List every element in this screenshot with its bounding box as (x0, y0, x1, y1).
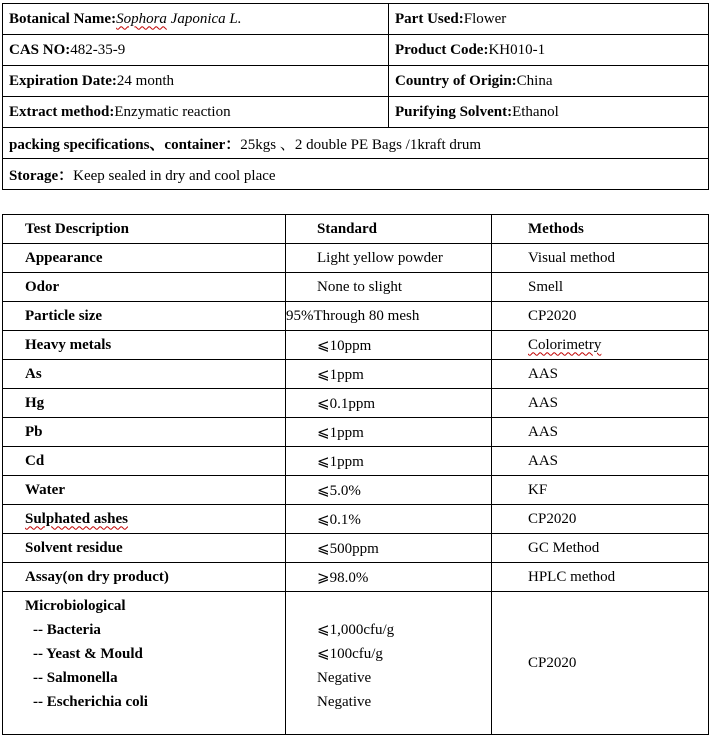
standard-value: ⩽5.0% (286, 476, 492, 505)
info-row (3, 4, 709, 35)
header-standard: Standard (286, 215, 492, 244)
test-name: Water (3, 476, 286, 505)
table-row (3, 418, 709, 447)
origin-label: Country of Origin: (395, 72, 517, 89)
standard-value: ⩽0.1ppm (286, 389, 492, 418)
info-row (3, 35, 709, 66)
info-row (3, 159, 709, 190)
method-value: KF (492, 476, 709, 505)
info-row (3, 128, 709, 159)
table-row (3, 273, 709, 302)
spec-table (2, 214, 709, 735)
microbiological-tests (3, 592, 286, 735)
standard-value: ⩽10ppm (286, 331, 492, 360)
test-name: Hg (3, 389, 286, 418)
standard-value: ⩽500ppm (286, 534, 492, 563)
test-name: Solvent residue (3, 534, 286, 563)
table-row (3, 476, 709, 505)
info-row (3, 66, 709, 97)
cas-label: CAS NO: (9, 41, 71, 58)
table-row (3, 331, 709, 360)
table-row (3, 360, 709, 389)
microbiological-title: Microbiological (25, 598, 126, 614)
microbiological-method: CP2020 (492, 592, 709, 735)
expiration-value: 24 month (116, 72, 175, 89)
standard-value: None to slight (286, 273, 492, 302)
micro-item-name: -- Yeast & Mould (33, 646, 143, 662)
spec-header-row (3, 215, 709, 244)
part-used-cell (389, 4, 709, 35)
info-row (3, 97, 709, 128)
expiration-label: Expiration Date: (9, 72, 117, 89)
method-value: CP2020 (492, 302, 709, 331)
table-row (3, 389, 709, 418)
storage-label: Storage： (9, 167, 74, 184)
method-value: CP2020 (492, 505, 709, 534)
header-test-description: Test Description (3, 215, 286, 244)
table-row (3, 244, 709, 273)
microbiological-standards (286, 592, 492, 735)
product-info-table (2, 3, 709, 190)
standard-value: ⩽0.1% (286, 505, 492, 534)
micro-item-standard: ⩽1,000cfu/g (317, 622, 395, 638)
expiration-cell (3, 66, 389, 97)
standard-value: Light yellow powder (286, 244, 492, 273)
botanical-name-genus: Sophora (116, 10, 167, 27)
standard-value: ⩽1ppm (286, 418, 492, 447)
product-code-value: KH010-1 (488, 41, 546, 58)
extract-method-cell (3, 97, 389, 128)
part-used-value: Flower (463, 10, 507, 27)
botanical-name-label: Botanical Name: (9, 10, 117, 27)
botanical-name-species: Japonica L. (166, 10, 242, 27)
method-value: AAS (492, 447, 709, 476)
cas-cell (3, 35, 389, 66)
solvent-value: Ethanol (512, 103, 559, 120)
packing-value: 25kgs 、2 double PE Bags /1kraft drum (240, 136, 482, 153)
micro-item-name: -- Escherichia coli (33, 694, 148, 710)
standard-value: ⩽1ppm (286, 447, 492, 476)
micro-item-standard: Negative (317, 694, 372, 710)
test-name: Assay(on dry product) (3, 563, 286, 592)
microbiological-row (3, 592, 709, 735)
origin-cell (389, 66, 709, 97)
storage-value: Keep sealed in dry and cool place (73, 167, 276, 184)
header-methods: Methods (492, 215, 709, 244)
micro-item-standard: ⩽100cfu/g (317, 646, 383, 662)
test-name: Particle size (3, 302, 286, 331)
cas-value: 482-35-9 (70, 41, 126, 58)
extract-method-value: Enzymatic reaction (114, 103, 231, 120)
product-code-label: Product Code: (395, 41, 489, 58)
standard-value: ⩽1ppm (286, 360, 492, 389)
part-used-label: Part Used: (395, 10, 464, 27)
micro-item-name: -- Salmonella (33, 670, 118, 686)
micro-item-standard: Negative (317, 670, 372, 686)
solvent-cell (389, 97, 709, 128)
method-value: AAS (492, 418, 709, 447)
method-value: HPLC method (492, 563, 709, 592)
extract-method-label: Extract method: (9, 103, 115, 120)
table-row (3, 563, 709, 592)
table-row (3, 505, 709, 534)
standard-value: 95%Through 80 mesh (286, 302, 492, 331)
test-name: Pb (3, 418, 286, 447)
table-row (3, 534, 709, 563)
method-value: GC Method (492, 534, 709, 563)
method-value: Colorimetry (528, 336, 602, 353)
test-name: Heavy metals (3, 331, 286, 360)
standard-value: ⩾98.0% (286, 563, 492, 592)
packing-label: packing specifications、container： (9, 136, 241, 153)
test-name: Sulphated ashes (25, 510, 128, 527)
method-value: Smell (492, 273, 709, 302)
micro-item-name: -- Bacteria (33, 622, 101, 638)
test-name: Odor (3, 273, 286, 302)
test-name: As (3, 360, 286, 389)
table-row (3, 302, 709, 331)
table-row (3, 447, 709, 476)
origin-value: China (516, 72, 553, 89)
botanical-name-cell (3, 4, 389, 35)
storage-cell (3, 159, 709, 190)
method-value: Visual method (492, 244, 709, 273)
test-name: Cd (3, 447, 286, 476)
packing-cell (3, 128, 709, 159)
method-value: AAS (492, 389, 709, 418)
test-name: Appearance (3, 244, 286, 273)
solvent-label: Purifying Solvent: (395, 103, 513, 120)
method-value: AAS (492, 360, 709, 389)
product-code-cell (389, 35, 709, 66)
